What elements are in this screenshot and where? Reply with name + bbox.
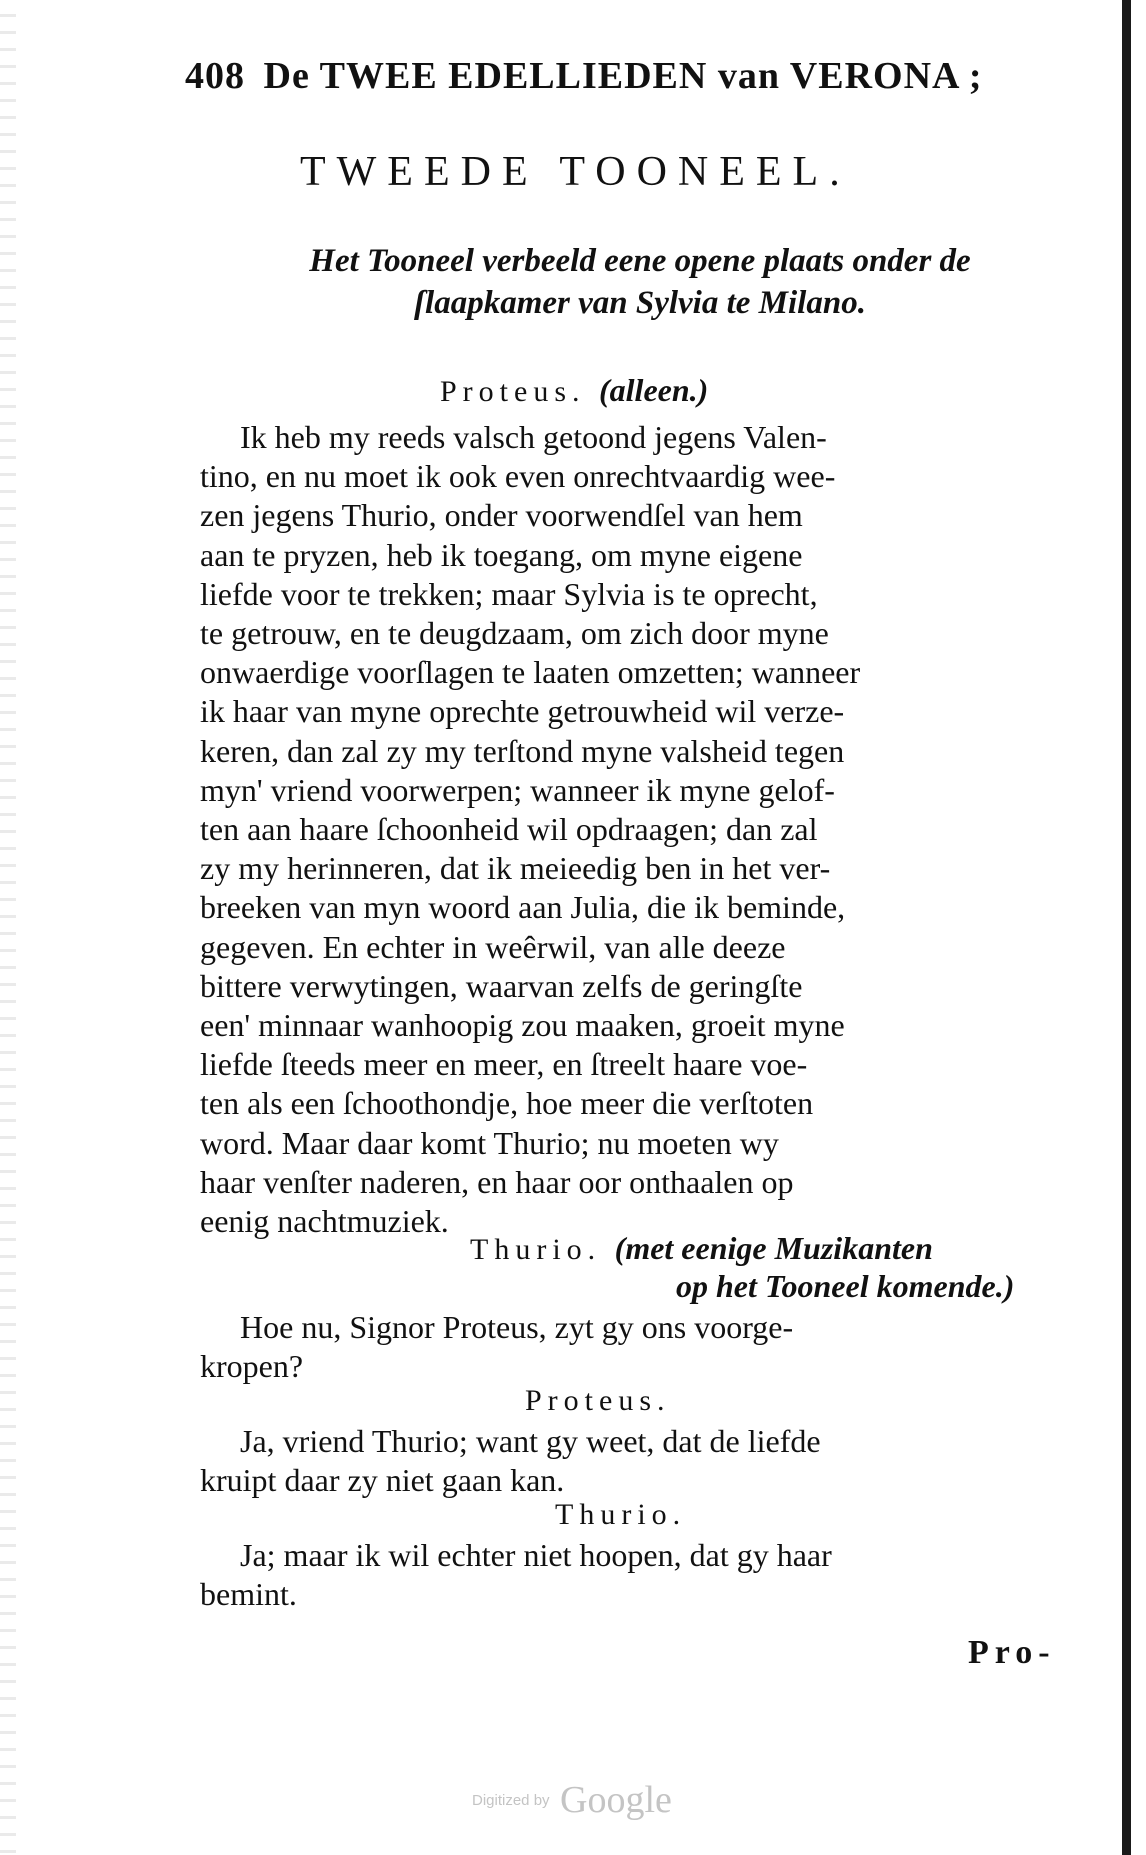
text-line: eenig nachtmuziek.: [200, 1203, 449, 1240]
speaker-name: Thurio.: [555, 1498, 687, 1531]
text-line: onwaerdige voorſlagen te laaten omzetten; wanneer: [200, 654, 861, 691]
text-line: Ja, vriend Thurio; want gy weet, dat de liefde: [240, 1423, 821, 1459]
speech-text: [200, 1422, 1065, 1500]
digitized-watermark: [472, 1778, 672, 1822]
text-line: ten als een ſchoothondje, hoe meer die verſtoten: [200, 1085, 814, 1122]
text-line: liefde ſteeds meer en meer, en ſtreelt haare voe-: [200, 1046, 808, 1083]
catchword: Pro-: [968, 1634, 1056, 1671]
speech-text: [200, 418, 1065, 1241]
text-line: Ik heb my reeds valsch getoond jegens Valen-: [240, 419, 827, 455]
text-line: haar venſter naderen, en haar oor onthaalen op: [200, 1163, 794, 1200]
text-line: keren, dan zal zy my terſtond myne valsheid tegen: [200, 732, 845, 769]
speech-text: [200, 1536, 1065, 1614]
text-line: te getrouw, en te deugdzaam, om zich door myne: [200, 615, 829, 652]
speaker-heading: [470, 1230, 933, 1267]
text-line: zen jegens Thurio, onder voorwendſel van hem: [200, 497, 803, 534]
speaker-name: Proteus.: [440, 375, 586, 408]
speaker-direction: (met eenige Muzikanten: [614, 1230, 933, 1266]
speaker-heading: [555, 1498, 686, 1532]
text-line: kruipt daar zy niet gaan kan.: [200, 1462, 565, 1499]
text-line: kropen?: [200, 1348, 304, 1385]
watermark-logo: Google: [560, 1779, 672, 1821]
speaker-name: Proteus.: [525, 1384, 671, 1417]
text-line: myn' vriend voorwerpen; wanneer ik myne gelof-: [200, 771, 835, 808]
speaker-direction: op het Tooneel komende.): [676, 1268, 1015, 1304]
speaker-name: Thurio.: [470, 1233, 602, 1266]
text-line: tino, en nu moet ik ook even onrechtvaardig wee-: [200, 458, 836, 495]
speaker-heading: [440, 372, 708, 409]
page-number: 408: [185, 55, 245, 97]
text-line: zy my herinneren, dat ik meieedig ben in het ver-: [200, 850, 831, 887]
running-head: [185, 54, 1045, 98]
speaker-heading: [525, 1384, 671, 1418]
text-line: ten aan haare ſchoonheid wil opdraagen; dan zal: [200, 811, 818, 848]
text-line: ik haar van myne oprechte getrouwheid wil verze-: [200, 693, 845, 730]
speech-text: [200, 1308, 1065, 1386]
stage-direction: [200, 240, 1080, 324]
text-line: bemint.: [200, 1576, 297, 1613]
text-line: Hoe nu, Signor Proteus, zyt gy ons voorge-: [240, 1309, 794, 1345]
text-line: gegeven. En echter in weêrwil, van alle deeze: [200, 928, 786, 965]
text-line: aan te pryzen, heb ik toegang, om myne eigene: [200, 536, 803, 573]
text-line: liefde voor te trekken; maar Sylvia is te oprecht,: [200, 575, 818, 612]
scene-title: TWEEDE TOONEEL.: [300, 149, 851, 195]
scan-edge-right: [1122, 0, 1131, 1855]
text-line: breeken van myn woord aan Julia, die ik beminde,: [200, 889, 846, 926]
stage-direction-line: ſlaapkamer van Sylvia te Milano.: [414, 285, 866, 321]
speaker-direction: (alleen.): [599, 372, 709, 408]
text-line: een' minnaar wanhoopig zou maaken, groeit myne: [200, 1007, 845, 1044]
text-line: Ja; maar ik wil echter niet hoopen, dat gy haar: [240, 1537, 832, 1573]
text-line: bittere verwytingen, waarvan zelfs de geringſte: [200, 967, 803, 1004]
running-title: De TWEE EDELLIEDEN van VERONA ;: [263, 55, 983, 97]
scan-edge-left: [0, 0, 16, 1855]
speaker-direction-continued: [676, 1268, 1014, 1305]
watermark-prefix: Digitized by: [472, 1791, 550, 1809]
text-line: word. Maar daar komt Thurio; nu moeten wy: [200, 1124, 779, 1161]
stage-direction-line: Het Tooneel verbeeld eene opene plaats onder de: [309, 243, 971, 279]
